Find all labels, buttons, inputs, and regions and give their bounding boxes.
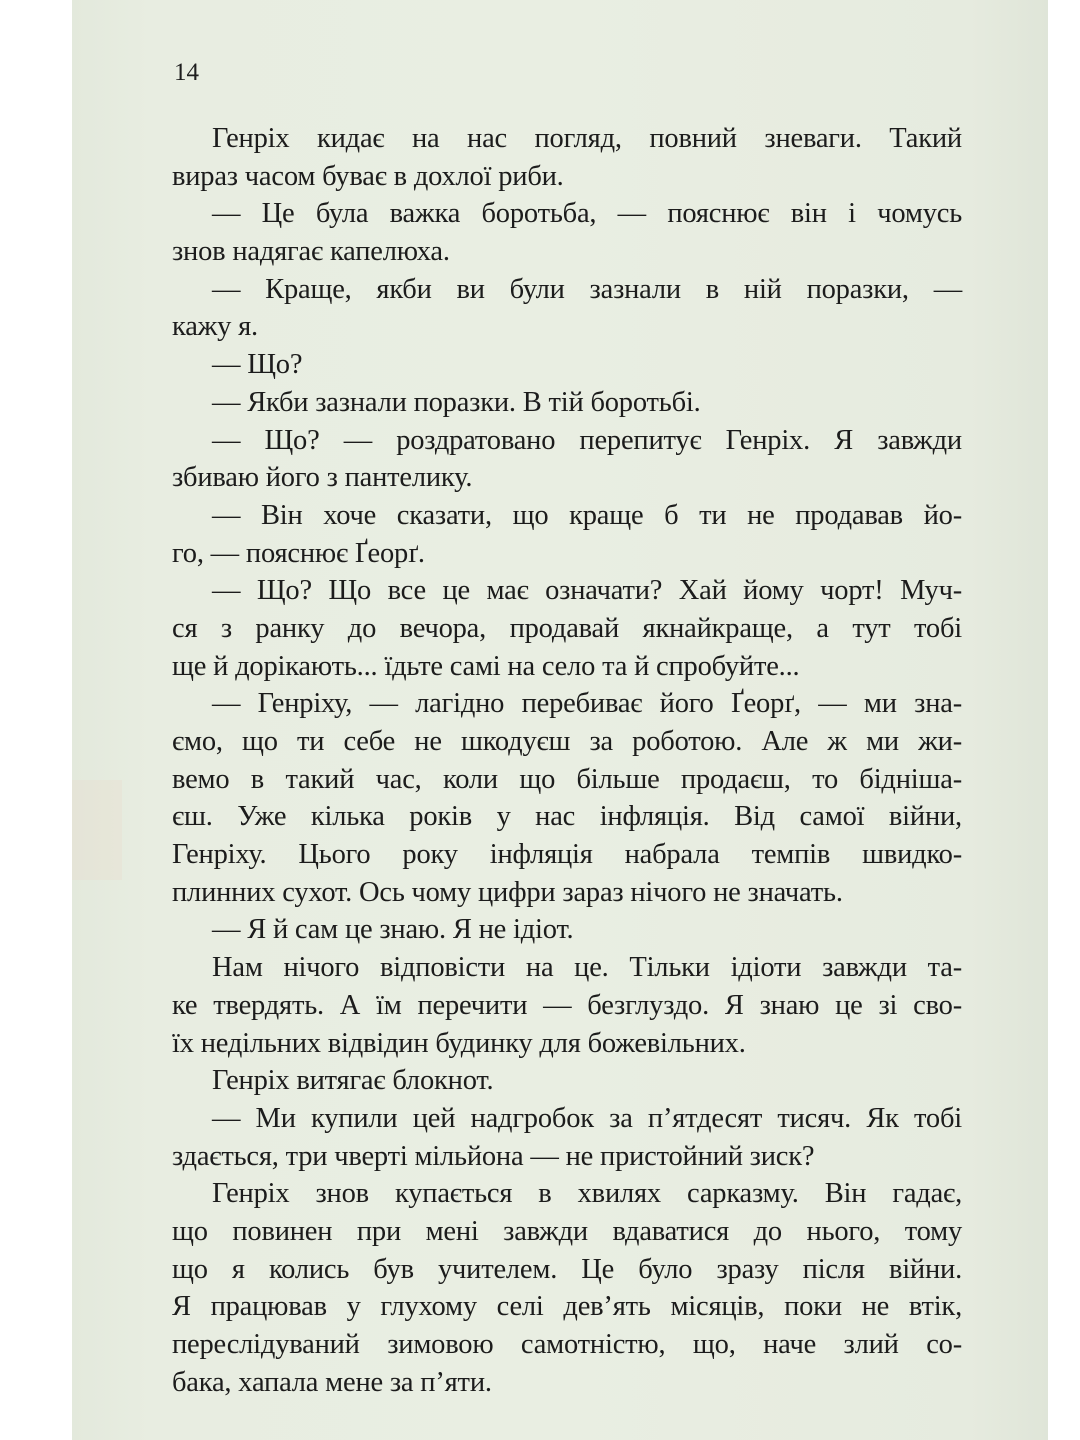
text-line: збиваю його з пантелику. — [172, 462, 473, 494]
text-line: здається, три чверті мільйона — не пристойний зиск? — [172, 1140, 815, 1172]
text-line: Генріх знов купається в хвилях сарказму. Він гадає, — [212, 1178, 962, 1210]
text-line: Я працював у глухому селі дев’ять місяців, поки не втік, — [172, 1291, 962, 1323]
text-line: — Що? — роздратовано перепитує Генріх. Я завжди — [212, 424, 962, 456]
text-line: бака, хапала мене за п’яти. — [172, 1366, 492, 1398]
text-line: переслідуваний зимовою самотністю, що, наче злий со- — [172, 1329, 962, 1360]
text-line: кажу я. — [172, 311, 258, 343]
text-line: що я колись був учителем. Це було зразу після війни. — [172, 1253, 962, 1285]
text-line: — Що? Що все це має означати? Хай йому чорт! Муч- — [212, 575, 962, 607]
page-number: 14 — [174, 59, 199, 86]
text-line: — Що? — [212, 349, 303, 381]
text-line: вемо в такий час, коли що більше продаєш, то бідніша- — [172, 763, 962, 795]
text-line: — Генріху, — лагідно перебиває його Ґеорґ, — ми зна- — [212, 688, 962, 720]
text-line: — Краще, якби ви були зазнали в ній поразки, — — [212, 273, 962, 305]
text-line: ке твердять. А їм перечити — безглуздо. Я знаю це зі сво- — [172, 989, 962, 1021]
text-line: що повинен при мені завжди вдаватися до нього, тому — [172, 1215, 962, 1247]
text-line: Генріх кидає на нас погляд, повний зневаги. Такий — [212, 123, 962, 154]
text-line: — Я й сам це знаю. Я не ідіот. — [212, 914, 574, 946]
text-line: — Він хоче сказати, що краще б ти не продавав йо- — [212, 499, 962, 531]
text-line: Нам нічого відповісти на це. Тільки ідіоти завжди та- — [212, 952, 962, 984]
text-line: плинних сухот. Ось чому цифри зараз нічого не значать. — [172, 876, 843, 908]
text-line: Генріху. Цього року інфляція набрала темпів швидко- — [172, 839, 962, 871]
text-line: го, — пояснює Ґеорґ. — [172, 537, 425, 569]
text-line: вираз часом буває в дохлої риби. — [172, 160, 564, 192]
text-line: — Якби зазнали поразки. В тій боротьбі. — [212, 386, 701, 418]
text-line: — Це була важка боротьба, — пояснює він і чомусь — [212, 198, 962, 230]
text-line: — Ми купили цей надгробок за п’ятдесят тисяч. Як тобі — [212, 1102, 962, 1134]
text-line: їх недільних відвідин будинку для божевільних. — [172, 1027, 746, 1059]
text-line: Генріх витягає блокнот. — [212, 1065, 494, 1097]
text-line: ємо, що ти себе не шкодуєш за роботою. Але ж ми жи- — [172, 726, 962, 757]
body-text — [172, 120, 962, 1401]
book-page — [72, 0, 1048, 1440]
paper-stain — [72, 780, 122, 880]
text-line: знов надягає капелюха. — [172, 236, 450, 268]
text-line: ся з ранку до вечора, продавай якнайкраще, а тут тобі — [172, 612, 962, 644]
text-line: єш. Уже кілька років у нас інфляція. Від самої війни, — [172, 801, 962, 833]
text-line: ще й дорікають... їдьте самі на село та й спробуйте... — [172, 650, 800, 682]
